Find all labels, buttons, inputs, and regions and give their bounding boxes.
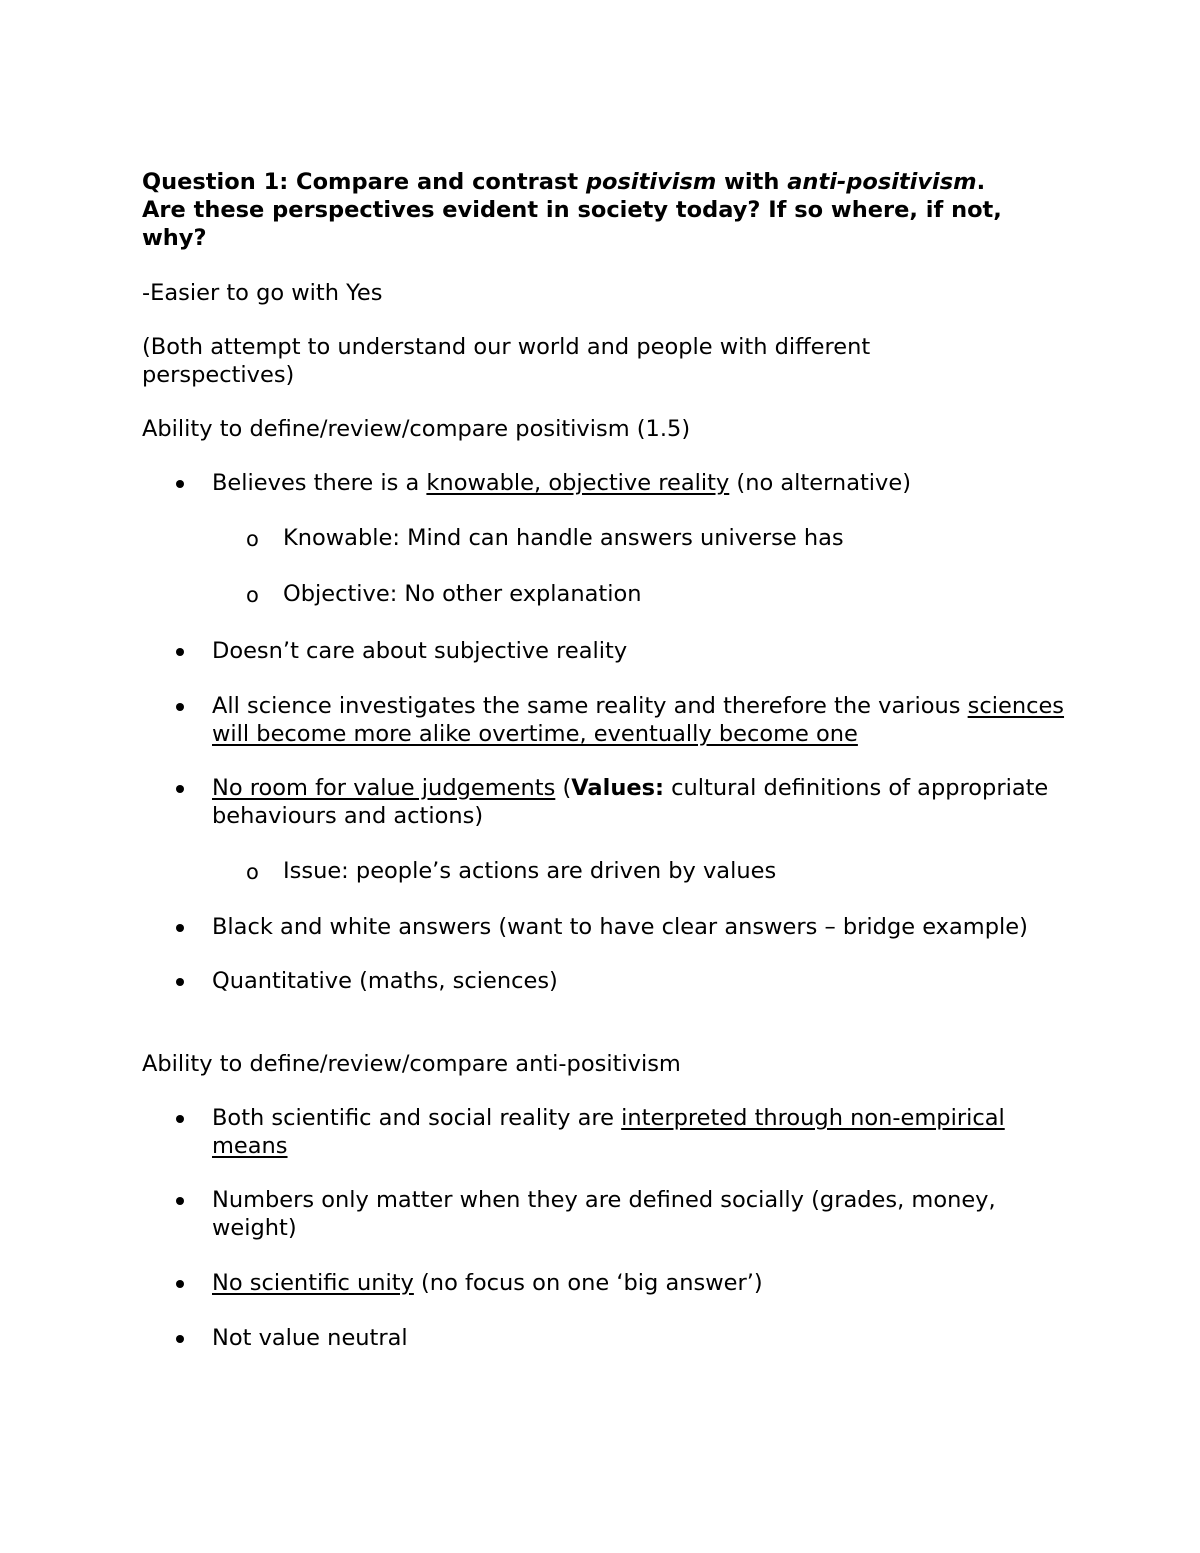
list-item: Numbers only matter when they are defined socially (grades, money, weight) <box>142 1186 1072 1242</box>
sub-list-item: o Objective: No other explanation <box>142 580 1072 608</box>
list-item: Doesn’t care about subjective reality <box>142 637 1072 665</box>
term-anti-positivism: anti-positivism <box>787 169 977 195</box>
list-item: All science investigates the same reality and therefore the various sciences will become more alike overtime, eventually become one <box>142 692 1072 748</box>
question-title: Question 1: Compare and contrast positivism with anti-positivism. Are these perspectives evident in society today? If so where, if not, why? <box>142 169 1002 251</box>
positivism-heading: Ability to define/review/compare positivism (1.5) <box>142 416 691 442</box>
sub-list-item: o Issue: people’s actions are driven by values <box>142 857 1072 885</box>
list-item: No scientific unity (no focus on one ‘big answer’) <box>142 1269 1072 1297</box>
easier-line: -Easier to go with Yes <box>142 280 383 306</box>
list-item: No room for value judgements (Values: cultural definitions of appropriate behaviours and actions) <box>142 774 1072 830</box>
list-item: Believes there is a knowable, objective reality (no alternative) <box>142 469 1072 497</box>
sub-list-item: o Knowable: Mind can handle answers universe has <box>142 524 1072 552</box>
list-item: Not value neutral <box>142 1324 1072 1352</box>
both-attempt-paragraph: (Both attempt to understand our world and people with different perspectives) <box>142 334 871 388</box>
term-positivism: positivism <box>585 169 717 195</box>
anti-positivism-list <box>142 1104 1072 1352</box>
anti-positivism-heading: Ability to define/review/compare anti-positivism <box>142 1051 681 1077</box>
list-item: Both scientific and social reality are interpreted through non-empirical means <box>142 1104 1072 1160</box>
list-item: Quantitative (maths, sciences) <box>142 967 1072 995</box>
list-item: Black and white answers (want to have clear answers – bridge example) <box>142 913 1072 941</box>
positivism-list <box>142 469 1072 995</box>
document-page <box>142 168 1072 1352</box>
